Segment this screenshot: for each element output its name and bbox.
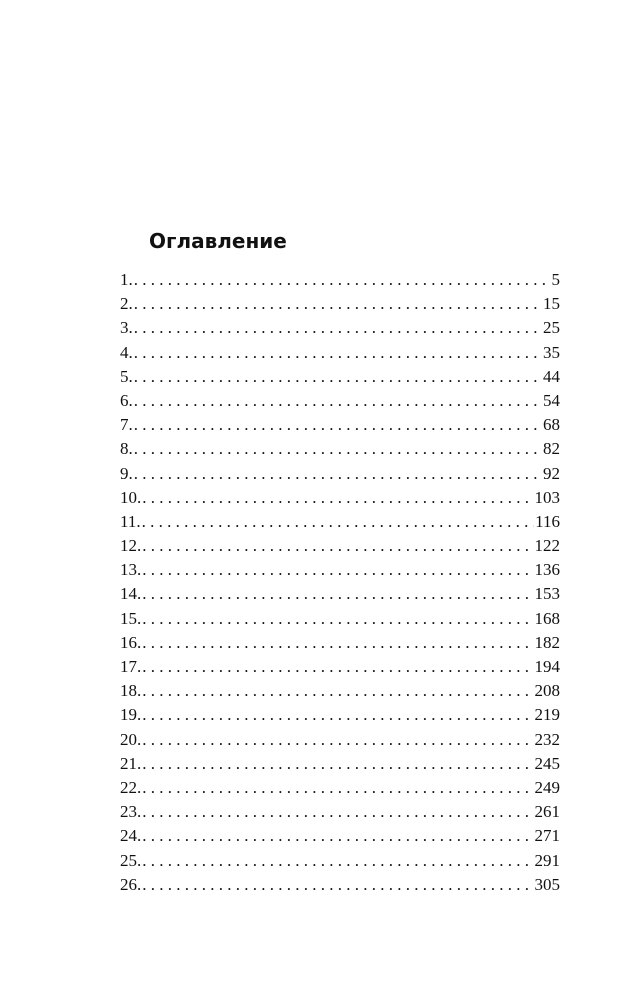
toc-entry-page-number: 82	[543, 439, 560, 459]
toc-entry	[120, 631, 560, 655]
toc-entry-page-number: 194	[534, 657, 560, 676]
toc-entry-page-number: 232	[534, 729, 560, 749]
toc-entry	[120, 389, 560, 413]
toc-entry-page-number: 219	[534, 705, 560, 725]
toc-entry-page-number: 103	[534, 487, 560, 507]
toc-entry-page-number: 291	[534, 850, 560, 870]
toc-entry-label: 8.	[120, 439, 133, 459]
toc-entry-label: 6.	[120, 390, 133, 410]
toc-entry-label: 16.	[120, 632, 142, 652]
dot-leader	[142, 558, 533, 582]
toc-title: Оглавление	[149, 229, 287, 253]
dot-leader	[142, 703, 533, 727]
toc-entry-label: 4.	[120, 342, 133, 362]
toc-entry	[120, 365, 560, 389]
toc-entry-page-number: 182	[534, 632, 560, 652]
dot-leader	[142, 824, 533, 848]
toc-entry-label: 24.	[120, 826, 142, 846]
toc-entry-label: 26.	[120, 874, 142, 894]
toc-entry-label: 20.	[120, 729, 142, 749]
dot-leader	[134, 437, 542, 461]
toc-entry-page-number: 208	[534, 681, 560, 701]
toc-entry-page-number: 305	[534, 874, 560, 894]
dot-leader	[142, 655, 533, 679]
toc-entry-page-number: 25	[543, 318, 560, 338]
toc-entry-label: 15.	[120, 608, 142, 628]
dot-leader	[142, 582, 533, 606]
toc-entry-page-number: 249	[534, 777, 560, 797]
toc-entry	[120, 776, 560, 800]
toc-entry-label: 7.	[120, 415, 133, 435]
toc-entry-label: 22.	[120, 777, 142, 797]
toc-entry-label: 17.	[120, 657, 142, 676]
toc-entry-page-number: 261	[534, 802, 560, 822]
toc-entry-page-number: 153	[534, 584, 560, 604]
dot-leader	[134, 413, 542, 437]
toc-entry-label: 14.	[120, 584, 142, 604]
toc-entry	[120, 413, 560, 437]
toc-entry-page-number: 15	[543, 294, 560, 314]
dot-leader	[134, 316, 542, 340]
dot-leader	[142, 679, 533, 703]
dot-leader	[142, 728, 533, 752]
toc-entry	[120, 510, 560, 534]
toc-entry-label: 9.	[120, 463, 133, 483]
toc-entry-page-number: 5	[551, 270, 560, 289]
toc-entry	[120, 800, 560, 824]
toc-entry-label: 11.	[120, 511, 141, 531]
dot-leader	[142, 776, 533, 800]
dot-leader	[134, 389, 542, 413]
toc-entry	[120, 703, 560, 727]
toc-entry	[120, 655, 560, 679]
dot-leader	[142, 849, 533, 873]
toc-entry	[120, 341, 560, 365]
dot-leader	[134, 292, 542, 316]
dot-leader	[142, 607, 533, 631]
toc-entry-label: 3.	[120, 318, 133, 338]
toc-entry	[120, 486, 560, 510]
toc-entry	[120, 558, 560, 582]
toc-entry-label: 21.	[120, 753, 142, 773]
toc-entry-page-number: 92	[543, 463, 560, 483]
toc-list	[120, 268, 560, 897]
toc-entry-page-number: 35	[543, 342, 560, 362]
toc-entry	[120, 752, 560, 776]
toc-entry-label: 2.	[120, 294, 133, 314]
toc-entry-page-number: 116	[535, 511, 560, 531]
toc-entry	[120, 534, 560, 558]
toc-entry-page-number: 44	[543, 366, 560, 386]
toc-entry	[120, 607, 560, 631]
toc-entry-page-number: 122	[534, 536, 560, 556]
dot-leader	[134, 268, 551, 292]
dot-leader	[142, 873, 533, 897]
toc-entry-label: 10.	[120, 487, 142, 507]
dot-leader	[142, 534, 533, 558]
toc-entry-label: 12.	[120, 536, 142, 556]
toc-entry	[120, 437, 560, 461]
toc-entry	[120, 292, 560, 316]
toc-entry-page-number: 271	[534, 826, 560, 846]
toc-entry	[120, 824, 560, 848]
toc-entry-page-number: 136	[534, 560, 560, 580]
dot-leader	[134, 341, 542, 365]
toc-entry-label: 5.	[120, 366, 133, 386]
toc-entry	[120, 462, 560, 486]
toc-entry-page-number: 68	[543, 415, 560, 435]
toc-entry-label: 25.	[120, 850, 142, 870]
toc-entry-page-number: 245	[534, 753, 560, 773]
toc-entry-page-number: 168	[534, 608, 560, 628]
dot-leader	[142, 752, 533, 776]
dot-leader	[134, 462, 542, 486]
toc-entry	[120, 582, 560, 606]
toc-entry	[120, 873, 560, 897]
toc-entry-label: 13.	[120, 560, 142, 580]
toc-entry-label: 18.	[120, 681, 142, 701]
toc-entry	[120, 268, 560, 292]
toc-entry-label: 1.	[120, 270, 133, 289]
dot-leader	[142, 486, 533, 510]
toc-entry-label: 23.	[120, 802, 142, 822]
dot-leader	[134, 365, 542, 389]
toc-entry	[120, 679, 560, 703]
toc-entry	[120, 849, 560, 873]
toc-entry-page-number: 54	[543, 390, 560, 410]
dot-leader	[142, 631, 533, 655]
toc-entry	[120, 316, 560, 340]
dot-leader	[142, 800, 533, 824]
toc-entry	[120, 728, 560, 752]
dot-leader	[142, 510, 535, 534]
toc-entry-label: 19.	[120, 705, 142, 725]
